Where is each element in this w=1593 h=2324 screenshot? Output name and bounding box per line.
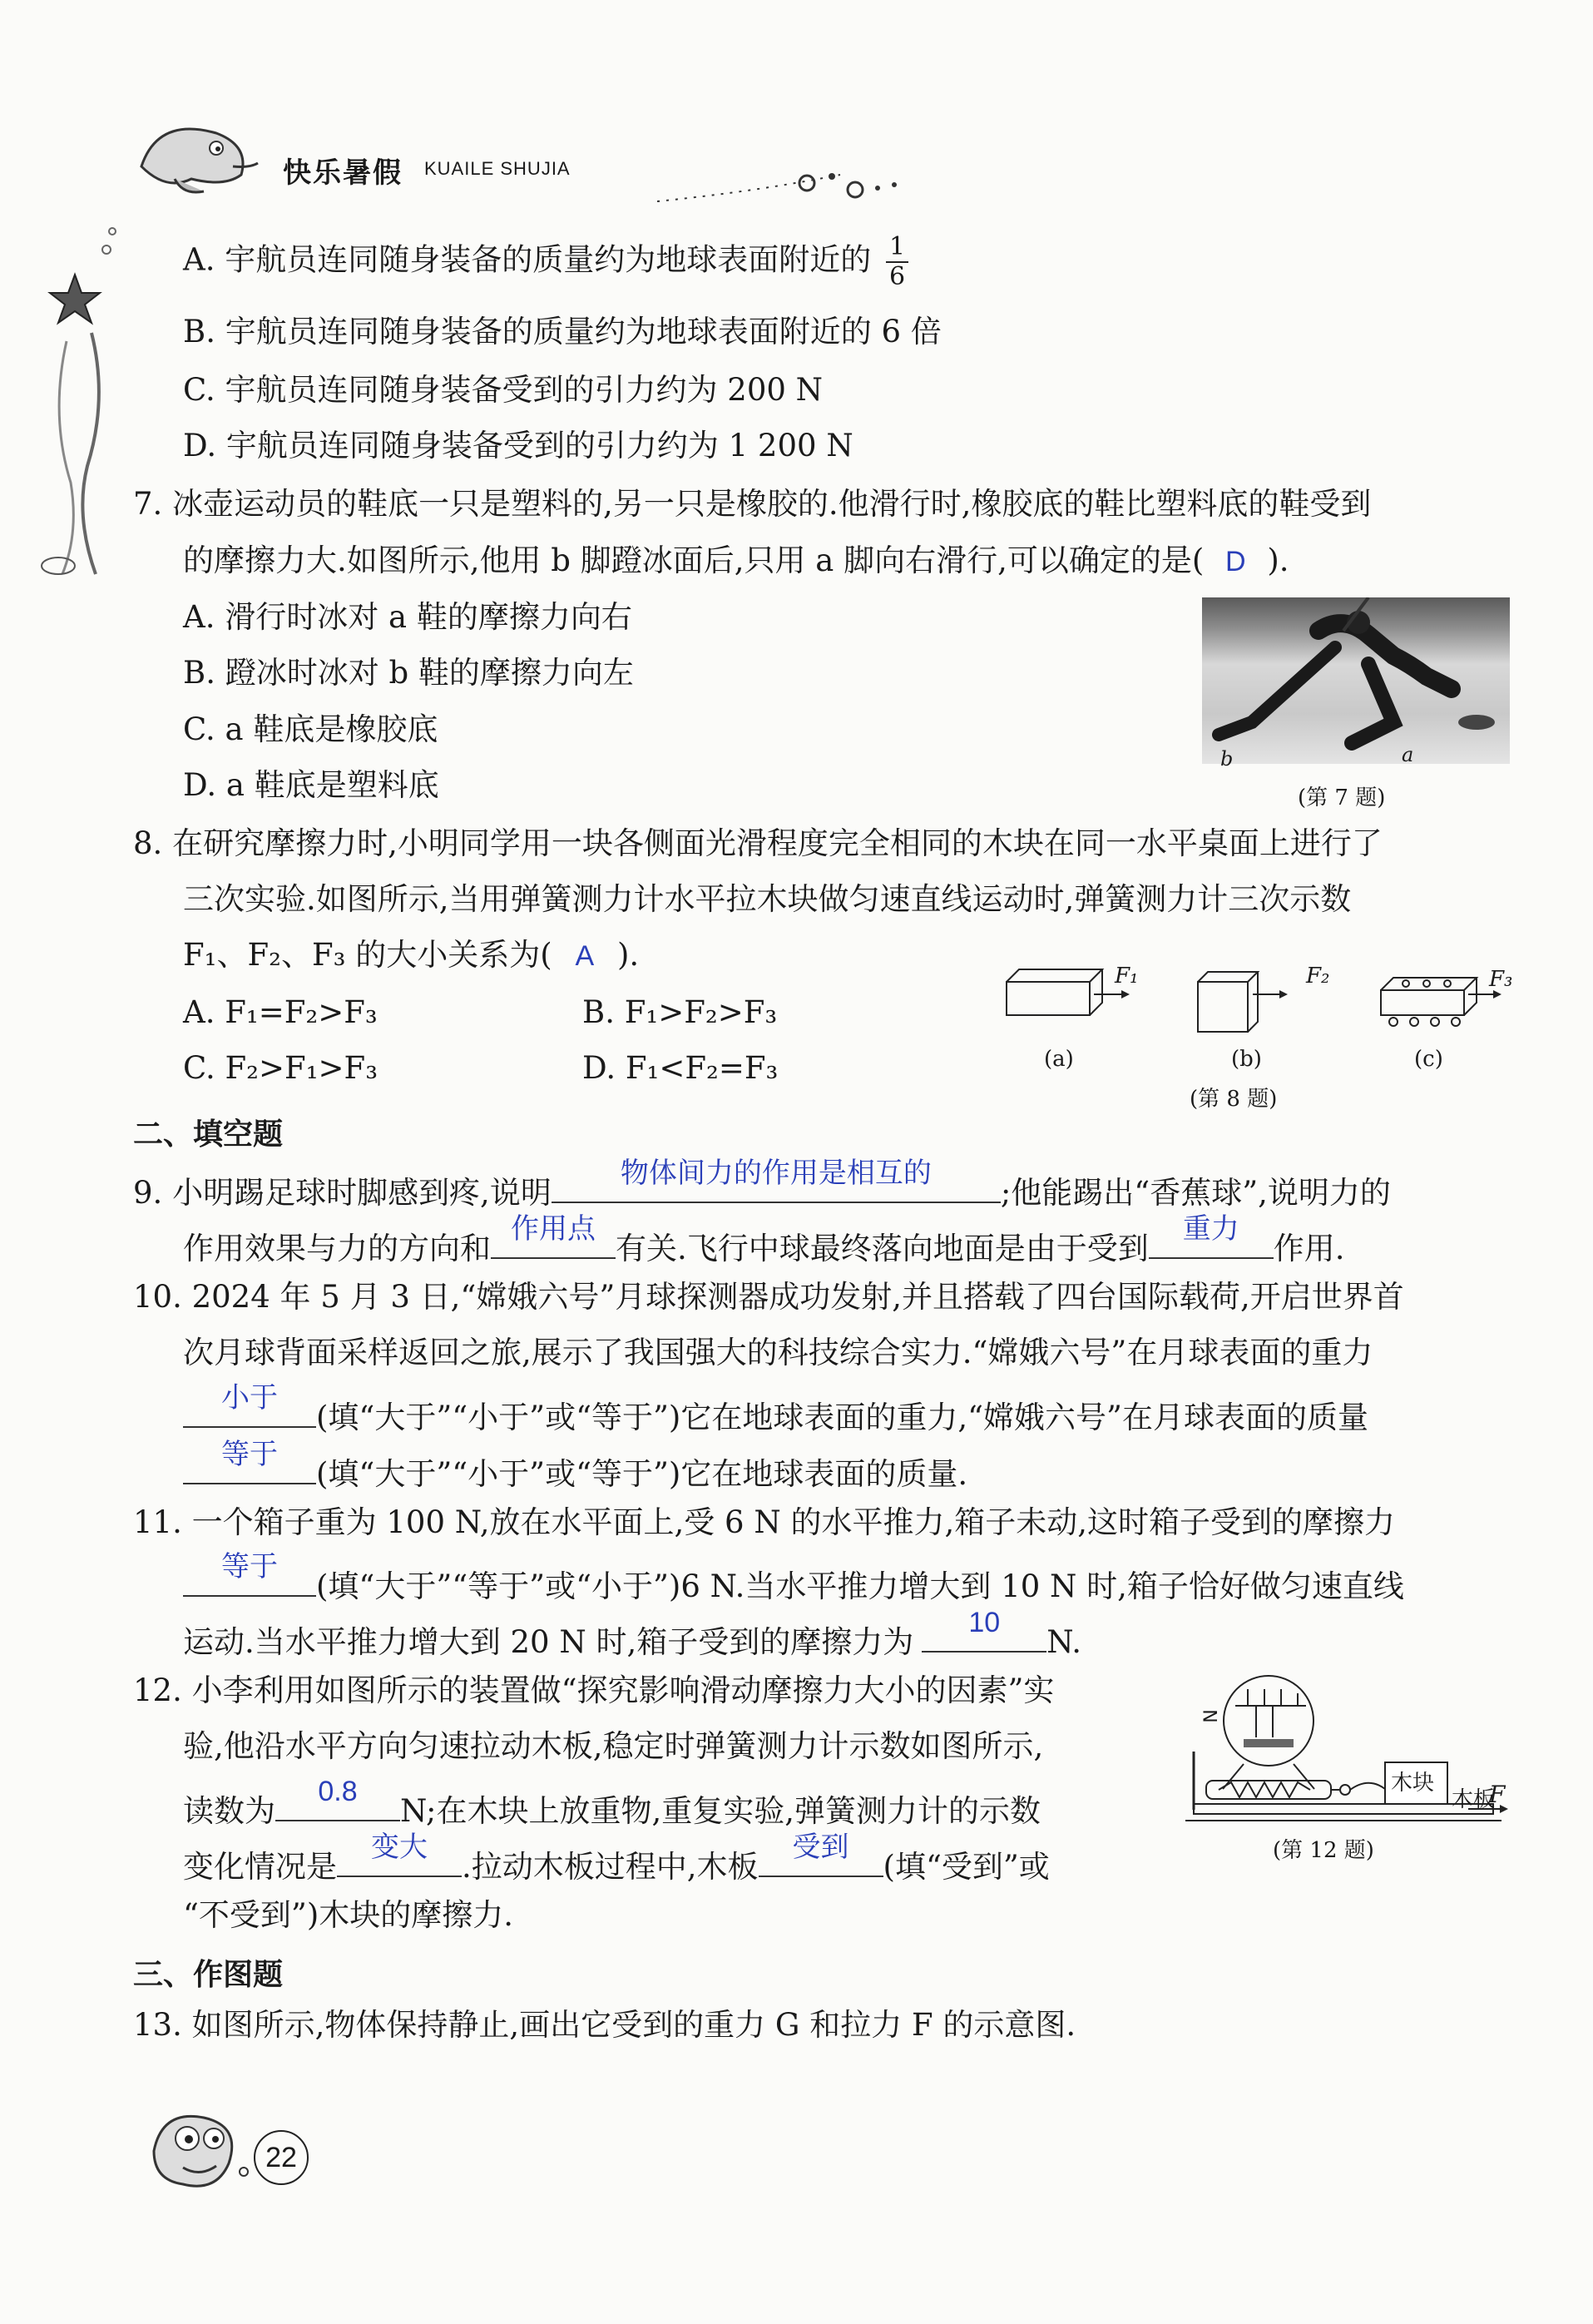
q12-answer-1: 0.8 [318, 1776, 358, 1807]
q11-blank-2[interactable] [922, 1607, 1046, 1653]
curling-athlete-icon [1202, 597, 1510, 764]
q7-line-1: 7. 冰壶运动员的鞋底一只是塑料的,另一只是橡胶的.他滑行时,橡胶底的鞋比塑料底的鞋受到 [133, 486, 1372, 522]
fraction-denominator: 6 [889, 262, 906, 291]
q8-figure [990, 957, 1522, 1040]
dolphin-mascot-icon [125, 108, 275, 200]
q11-answer-2: 10 [968, 1607, 1001, 1638]
q7-line-2 [183, 541, 1289, 582]
q12-board-label: 木板 [1452, 1787, 1496, 1812]
q12-force-label: F [1489, 1781, 1506, 1808]
q7-line-2-end: ). [1267, 543, 1289, 578]
q12-line-4-mid: .拉动木板过程中,木板 [462, 1849, 759, 1885]
q12-line-1: 12. 小李利用如图所示的装置做“探究影响滑动摩擦力大小的因素”实 [133, 1672, 1055, 1708]
q11-line-3 [183, 1607, 1082, 1662]
q10-blank-1[interactable] [183, 1382, 316, 1428]
q8-label-b: (b) [1231, 1047, 1262, 1072]
q10-blank-2[interactable] [183, 1439, 316, 1484]
q10-answer-2: 等于 [221, 1439, 278, 1470]
q9-line-2 [183, 1213, 1345, 1269]
q12-line-4 [183, 1831, 1050, 1887]
fraction-numerator: 1 [886, 233, 908, 263]
q9-line-1 [133, 1157, 1391, 1213]
q11-blank-1[interactable] [183, 1551, 316, 1597]
q10-line-3-text: (填“大于”“小于”或“等于”)它在地球表面的重力,“嫦娥六号”在月球表面的质量 [316, 1400, 1368, 1435]
q10-line-2: 次月球背面采样返回之旅,展示了我国强大的科技综合实力.“嫦娥六号”在月球表面的重力 [183, 1335, 1373, 1370]
q11-line-2 [183, 1551, 1404, 1607]
q7-option-a: A. 滑行时冰对 a 鞋的摩擦力向右 [183, 599, 632, 635]
q8-option-b: B. F₁>F₂>F₃ [582, 994, 778, 1030]
q8-option-c: C. F₂>F₁>F₃ [183, 1050, 378, 1086]
header-title: 快乐暑假 [283, 156, 403, 190]
q9-answer-2: 作用点 [511, 1213, 596, 1245]
q8-line-3-text: F₁、F₂、F₃ 的大小关系为( [183, 937, 552, 973]
section-3-heading: 三、作图题 [133, 1958, 284, 1992]
q12-line-4-text: 变化情况是 [183, 1849, 337, 1885]
q10-line-4-text: (填“大于”“小于”或“等于”)它在地球表面的质量. [316, 1456, 968, 1492]
q9-line-2-end: 作用. [1273, 1231, 1345, 1266]
q12-blank-1[interactable] [275, 1776, 400, 1821]
q10-line-1: 10. 2024 年 5 月 3 日,“嫦娥六号”月球探测器成功发射,并且搭载了四台国际载荷,开启世界首 [133, 1279, 1404, 1315]
q6-option-a-text: A. 宇航员连同随身装备的质量约为地球表面附近的 [183, 241, 872, 278]
q12-block-label: 木块 [1391, 1771, 1435, 1796]
q12-answer-2: 变大 [371, 1831, 428, 1863]
q7-option-c: C. a 鞋底是橡胶底 [183, 711, 438, 747]
q12-line-2: 验,他沿水平方向匀速拉动木板,稳定时弹簧测力计示数如图所示, [183, 1728, 1044, 1764]
q11-line-1: 11. 一个箱子重为 100 N,放在水平面上,受 6 N 的水平推力,箱子未动,这时箱子受到的摩擦力 [133, 1504, 1395, 1540]
fish-mascot-icon [137, 2101, 254, 2201]
q7-option-d: D. a 鞋底是塑料底 [183, 767, 439, 803]
page-number: 22 [254, 2130, 309, 2185]
q8-caption: (第 8 题) [1190, 1087, 1278, 1112]
q7-answer: D [1225, 546, 1246, 577]
q8-option-a: A. F₁=F₂>F₃ [183, 994, 378, 1030]
seaweed-star-decoration-icon [33, 216, 125, 582]
q12-caption: (第 12 题) [1273, 1838, 1374, 1863]
magnifier-icon [1223, 1676, 1314, 1789]
block-a-icon [1007, 969, 1130, 1015]
q12-line-3 [183, 1776, 1041, 1831]
q12-blank-2[interactable] [337, 1831, 462, 1877]
q7-caption: (第 7 题) [1298, 785, 1386, 810]
q11-line-3-text: 运动.当水平推力增大到 20 N 时,箱子受到的摩擦力为 [183, 1624, 914, 1660]
q9-answer-1: 物体间力的作用是相互的 [620, 1157, 932, 1189]
q8-line-1: 8. 在研究摩擦力时,小明同学用一块各侧面光滑程度完全相同的木块在同一水平桌面上进行了 [133, 825, 1383, 861]
header-subtitle: KUAILE SHUJIA [424, 158, 571, 179]
q12-line-3-end: N;在木块上放重物,重复实验,弹簧测力计的示数 [400, 1793, 1041, 1829]
q12-blank-3[interactable] [759, 1831, 883, 1877]
q11-line-2-text: (填“大于”“等于”或“小于”)6 N.当水平推力增大到 10 N 时,箱子恰好做匀速直线 [316, 1568, 1404, 1604]
header-dots-icon [657, 141, 907, 208]
q8-force-f3: F₃ [1489, 967, 1513, 992]
q7-option-b: B. 蹬冰时冰对 b 鞋的摩擦力向左 [183, 655, 634, 691]
q10-answer-1: 小于 [221, 1382, 278, 1414]
q6-option-b: B. 宇航员连同随身装备的质量约为地球表面附近的 6 倍 [183, 314, 942, 349]
q6-option-a [183, 233, 908, 291]
q9-blank-3[interactable] [1149, 1213, 1274, 1259]
q9-blank-2[interactable] [491, 1213, 616, 1259]
q8-answer: A [575, 940, 595, 972]
q8-label-a: (a) [1044, 1047, 1074, 1072]
q10-line-4 [183, 1439, 968, 1494]
q11-line-3-end: N. [1046, 1624, 1082, 1660]
q8-force-f1: F₁ [1115, 964, 1139, 989]
q7-line-2-text: 的摩擦力大.如图所示,他用 b 脚蹬冰面后,只用 a 脚向右滑行,可以确定的是( [183, 543, 1205, 578]
q9-line-2-mid: 有关.飞行中球最终落向地面是由于受到 [616, 1231, 1149, 1266]
q9-blank-1[interactable] [552, 1157, 1001, 1203]
q8-line-3 [183, 935, 639, 976]
q9-line-1-end: ;他能踢出“香蕉球”,说明力的 [1000, 1175, 1391, 1211]
q8-line-2: 三次实验.如图所示,当用弹簧测力计水平拉木块做匀速直线运动时,弹簧测力计三次示数 [183, 881, 1352, 917]
section-2-heading: 二、填空题 [133, 1117, 284, 1152]
q9-answer-3: 重力 [1182, 1213, 1239, 1245]
photo-label-b: b [1220, 747, 1234, 771]
q12-answer-3: 受到 [792, 1831, 849, 1863]
fraction [886, 233, 908, 291]
block-c-icon [1381, 978, 1501, 1026]
curling-photo [1202, 597, 1510, 771]
q12-line-3-text: 读数为 [183, 1793, 275, 1829]
q8-label-c: (c) [1414, 1047, 1443, 1072]
block-b-icon [1198, 972, 1288, 1032]
q8-force-f2: F₂ [1306, 964, 1330, 989]
q11-answer-1: 等于 [221, 1551, 278, 1583]
q8-option-d: D. F₁<F₂=F₃ [582, 1050, 779, 1086]
q10-line-3 [183, 1382, 1368, 1438]
q6-option-c: C. 宇航员连同随身装备受到的引力约为 200 N [183, 372, 824, 408]
q12-line-5: “不受到”)木块的摩擦力. [183, 1897, 514, 1933]
q12-n-label: N [1198, 1709, 1219, 1723]
photo-label-a: a [1402, 743, 1414, 766]
q9-line-1-text: 9. 小明踢足球时脚感到疼,说明 [133, 1175, 552, 1211]
q8-line-3-end: ). [616, 937, 640, 973]
q6-option-d: D. 宇航员连同随身装备受到的引力约为 1 200 N [183, 428, 853, 463]
q9-line-2-text: 作用效果与力的方向和 [183, 1231, 491, 1266]
page-header [125, 108, 790, 200]
q12-line-4-end: (填“受到”或 [883, 1849, 1050, 1885]
q13-line: 13. 如图所示,物体保持静止,画出它受到的重力 G 和拉力 F 的示意图. [133, 2007, 1076, 2043]
